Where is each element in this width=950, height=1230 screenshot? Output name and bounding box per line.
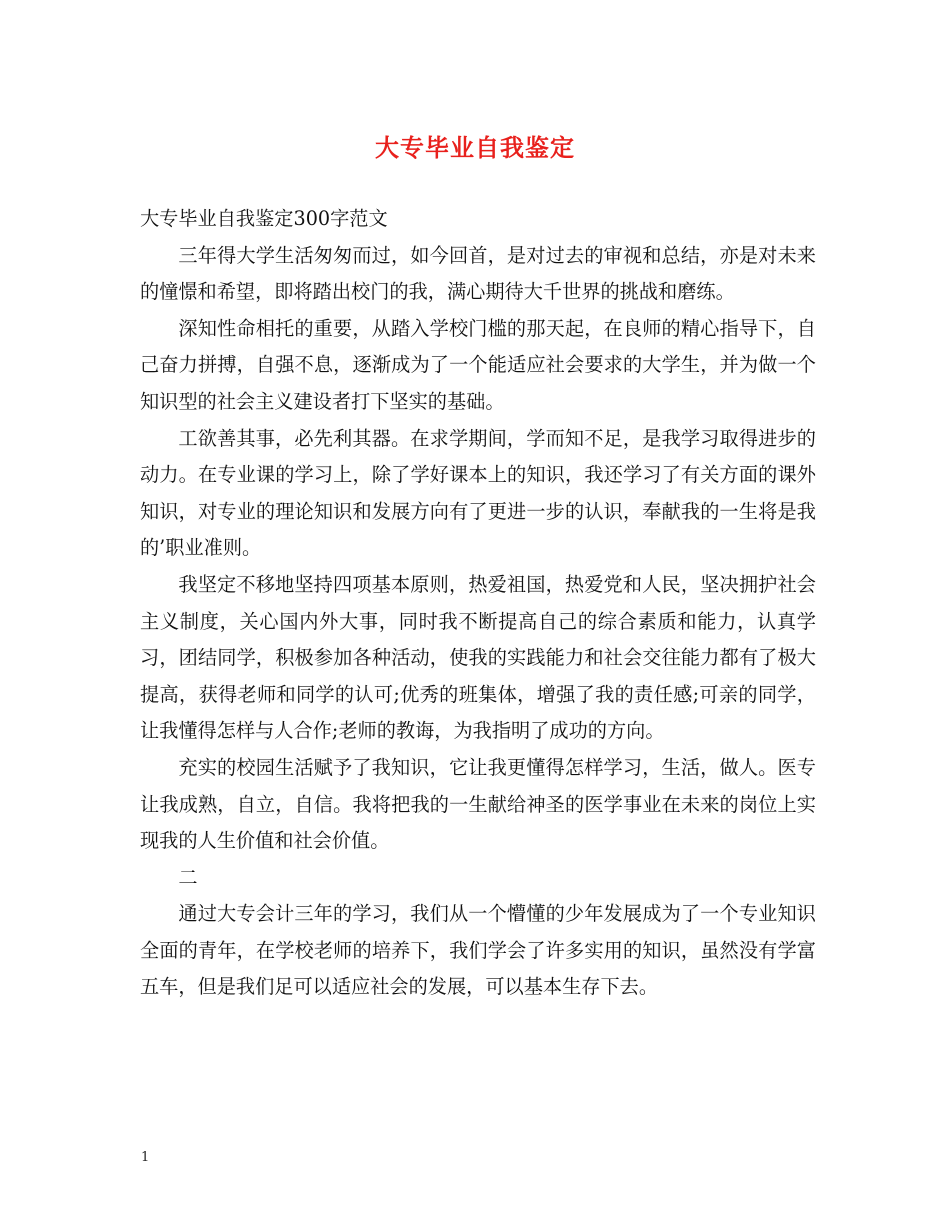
document-subtitle: 大专毕业自我鉴定300字范文 bbox=[140, 207, 388, 230]
paragraph-1: 三年得大学生活匆匆而过，如今回首，是对过去的审视和总结，亦是对未来的憧憬和希望，即将踏出校门的我，满心期待大千世界的挑战和磨练。 bbox=[140, 243, 816, 304]
section-marker: 二 bbox=[178, 865, 198, 889]
paragraph-5: 充实的校园生活赋予了我知识，它让我更懂得怎样学习，生活，做人。医专让我成熟，自立，自信。我将把我的一生献给神圣的医学事业在未来的岗位上实现我的人生价值和社会价值。 bbox=[140, 755, 816, 853]
document-body bbox=[140, 201, 816, 1006]
paragraph-6: 通过大专会计三年的学习，我们从一个懵懂的少年发展成为了一个专业知识全面的青年，在学校老师的培养下，我们学会了许多实用的知识，虽然没有学富五车，但是我们足可以适应社会的发展，可以基本生存下去。 bbox=[140, 902, 816, 999]
paragraph-4: 我坚定不移地坚持四项基本原则，热爱祖国，热爱党和人民，坚决拥护社会主义制度，关心国内外大事，同时我不断提高自己的综合素质和能力，认真学习，团结同学，积极参加各种活动，使我的实践能力和社会交往能力都有了极大提高，获得老师和同学的认可;优秀的班集体，增强了我的责任感;可亲的同学，让我懂得怎样与人合作;老师的教诲，为我指明了成功的方向。 bbox=[140, 572, 816, 743]
document-title: 大专毕业自我鉴定 bbox=[375, 133, 575, 162]
page-number: 1 bbox=[141, 1150, 150, 1165]
paragraph-3: 工欲善其事，必先利其器。在求学期间，学而知不足，是我学习取得进步的动力。在专业课的学习上，除了学好课本上的知识，我还学习了有关方面的课外知识，对专业的理论知识和发展方向有了更进一步的认识，奉献我的一生将是我的’职业准则。 bbox=[140, 426, 816, 560]
paragraph-2: 深知性命相托的重要，从踏入学校门槛的那天起，在良师的精心指导下，自己奋力拼搏，自强不息，逐渐成为了一个能适应社会要求的大学生，并为做一个知识型的社会主义建设者打下坚实的基础。 bbox=[140, 316, 816, 413]
